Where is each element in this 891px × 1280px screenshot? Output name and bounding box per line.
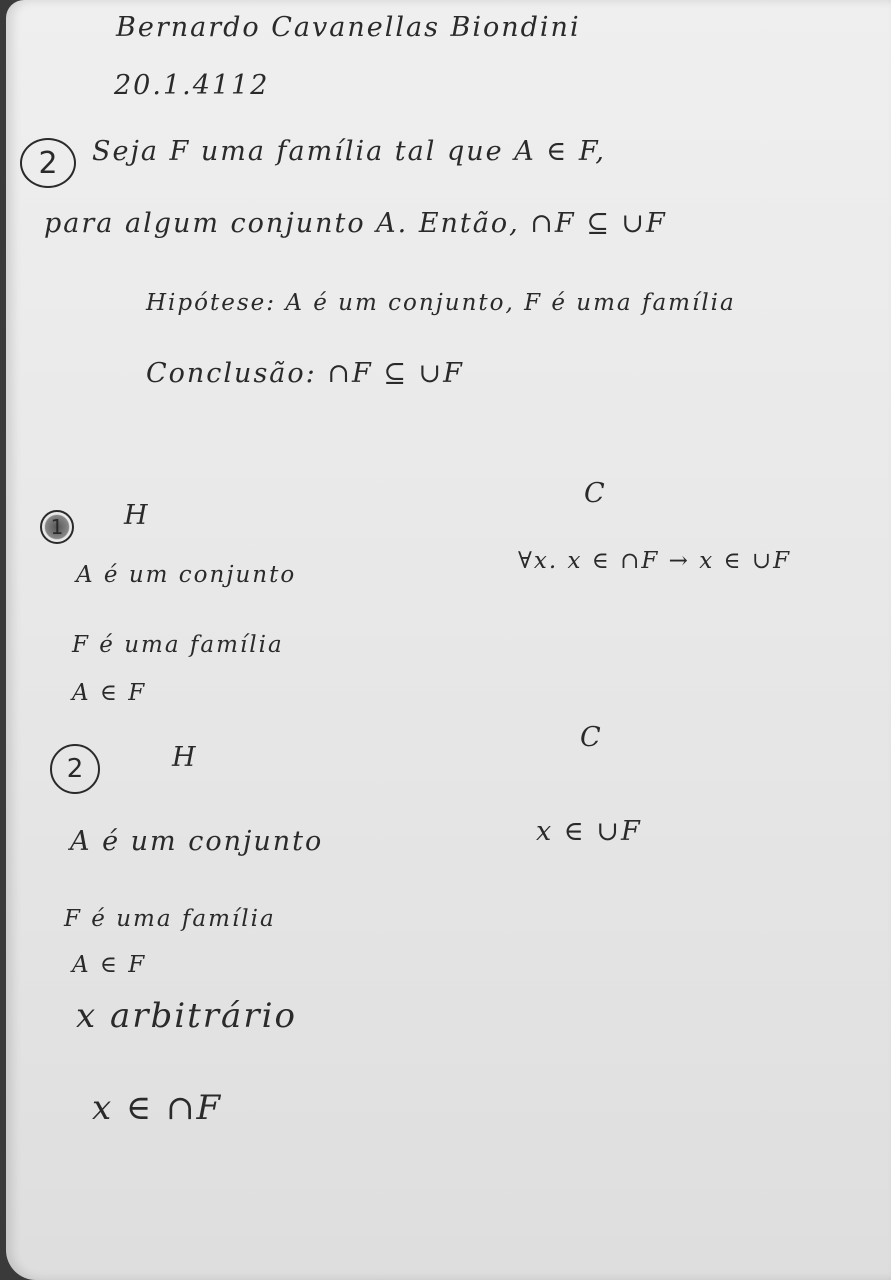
step2-hypothesis-1: A é um conjunto [70, 826, 324, 857]
conclusion-summary: Conclusão: ∩F ⊆ ∪F [146, 358, 464, 389]
step2-conclusion: x ∈ ∪F [536, 816, 642, 847]
problem-number-circle [20, 138, 76, 188]
step2-number: 2 [66, 754, 84, 784]
student-id: 20.1.4112 [114, 70, 270, 101]
problem-statement-line2: para algum conjunto A. Então, ∩F ⊆ ∪F [44, 208, 667, 239]
step1-number: 1 [50, 515, 64, 539]
notebook-page [6, 0, 891, 1280]
step1-h-label: H [124, 500, 150, 531]
step1-hypothesis-2: F é uma família [72, 632, 284, 658]
step2-h-label: H [172, 742, 198, 773]
problem-number: 2 [38, 145, 58, 181]
problem-statement-line1: Seja F uma família tal que A ∈ F, [92, 136, 606, 167]
step1-hypothesis-3: A ∈ F [72, 680, 147, 706]
step2-hypothesis-5: x ∈ ∩F [92, 1088, 223, 1128]
step2-c-label: C [580, 722, 603, 753]
step1-number-circle [40, 510, 74, 544]
step2-number-circle [50, 744, 100, 794]
step2-hypothesis-3: A ∈ F [72, 952, 147, 978]
step1-conclusion: ∀x. x ∈ ∩F → x ∈ ∪F [518, 548, 792, 574]
step1-c-label: C [584, 478, 607, 509]
student-name: Bernardo Cavanellas Biondini [116, 12, 581, 43]
step1-hypothesis-1: A é um conjunto [76, 562, 297, 588]
step2-hypothesis-2: F é uma família [64, 906, 276, 932]
step2-hypothesis-4: x arbitrário [76, 996, 297, 1036]
hypothesis-summary: Hipótese: A é um conjunto, F é uma família [146, 290, 736, 316]
